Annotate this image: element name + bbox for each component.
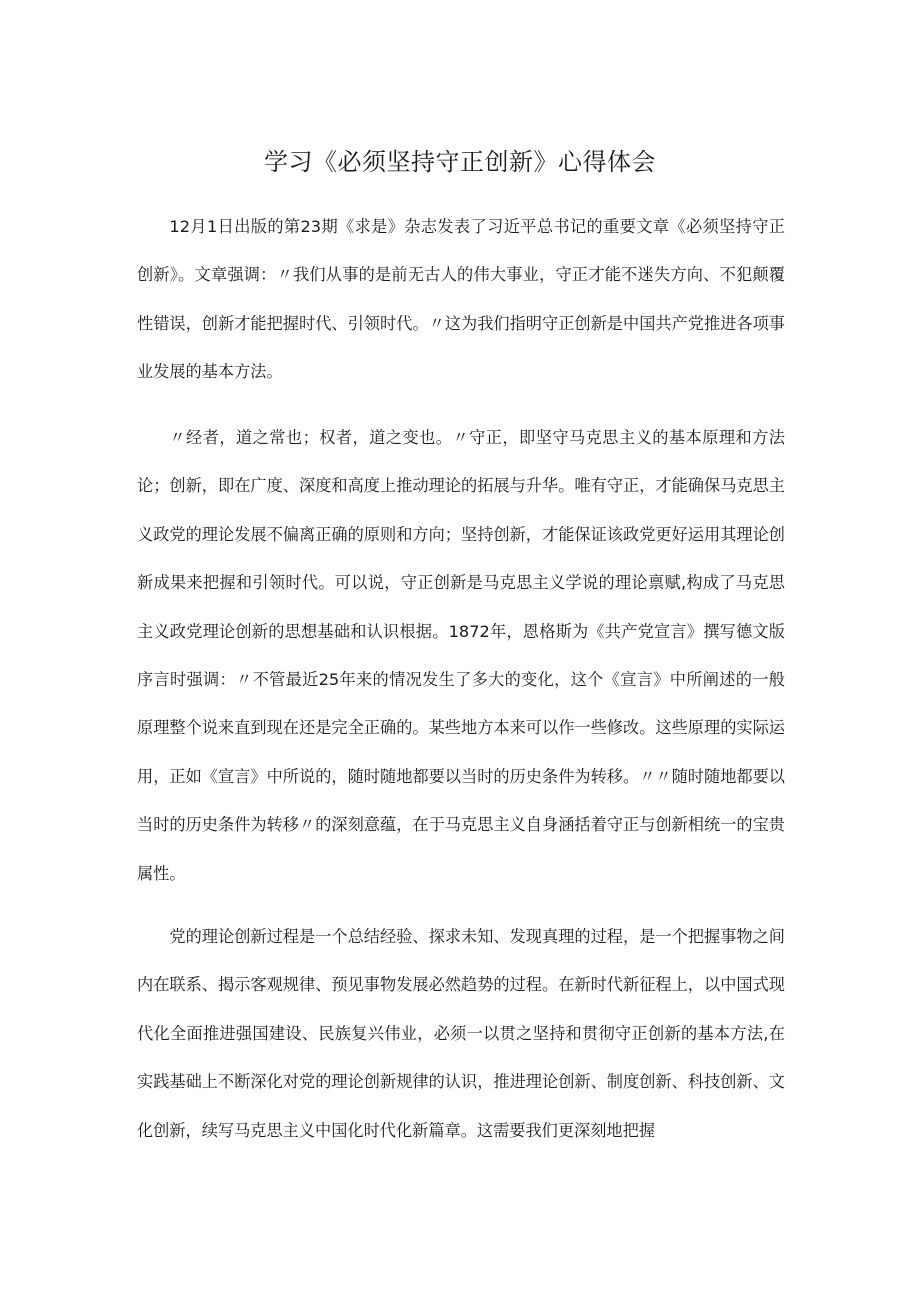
paragraph-1: 12月1日出版的第23期《求是》杂志发表了习近平总书记的重要文章《必须坚持守正创新》。文章强调：〃我们从事的是前无古人的伟大事业，守正才能不迷失方向、不犯颠覆性错误，创新才能把握时代、引领时代。〃这为我们指明守正创新是中国共产党推进各项事业发展的基本方法。 [137, 217, 785, 382]
paragraph-2: 〃经者，道之常也；权者，道之变也。〃守正，即坚守马克思主义的基本原理和方法论；创新，即在广度、深度和高度上推动理论的拓展与升华。唯有守正，才能确保马克思主义政党的理论发展不偏离正确的原则和方向；坚持创新，才能保证该政党更好运用其理论创新成果来把握和引领时代。可以说，守正创新是马克思主义学说的理论禀赋,构成了马克思主义政党理论创新的思想基础和认识根据。1872年，恩格斯为《共产党宣言》撰写德文版序言时强调：〃不管最近25年来的情况发生了多大的变化，这个《宣言》中所阐述的一般原理整个说来直到现在还是完全正确的。某些地方本来可以作一些修改。这些原理的实际运用，正如《宣言》中所说的，随时随地都要以当时的历史条件为转移。〃〃随时随地都要以当时的历史条件为转移〃的深刻意蕴，在于马克思主义自身涵括着守正与创新相统一的宝贵属性。 [137, 428, 785, 883]
paragraph-3: 党的理论创新过程是一个总结经验、探求未知、发现真理的过程，是一个把握事物之间内在联系、揭示客观规律、预见事物发展必然趋势的过程。在新时代新征程上，以中国式现代化全面推进强国建设、民族复兴伟业，必须一以贯之坚持和贯彻守正创新的基本方法,在实践基础上不断深化对党的理论创新规律的认识，推进理论创新、制度创新、科技创新、文化创新，续写马克思主义中国化时代化新篇章。这需要我们更深刻地把握 [137, 927, 785, 1140]
document-title: 学习《必须坚持守正创新》心得体会 [264, 148, 656, 176]
